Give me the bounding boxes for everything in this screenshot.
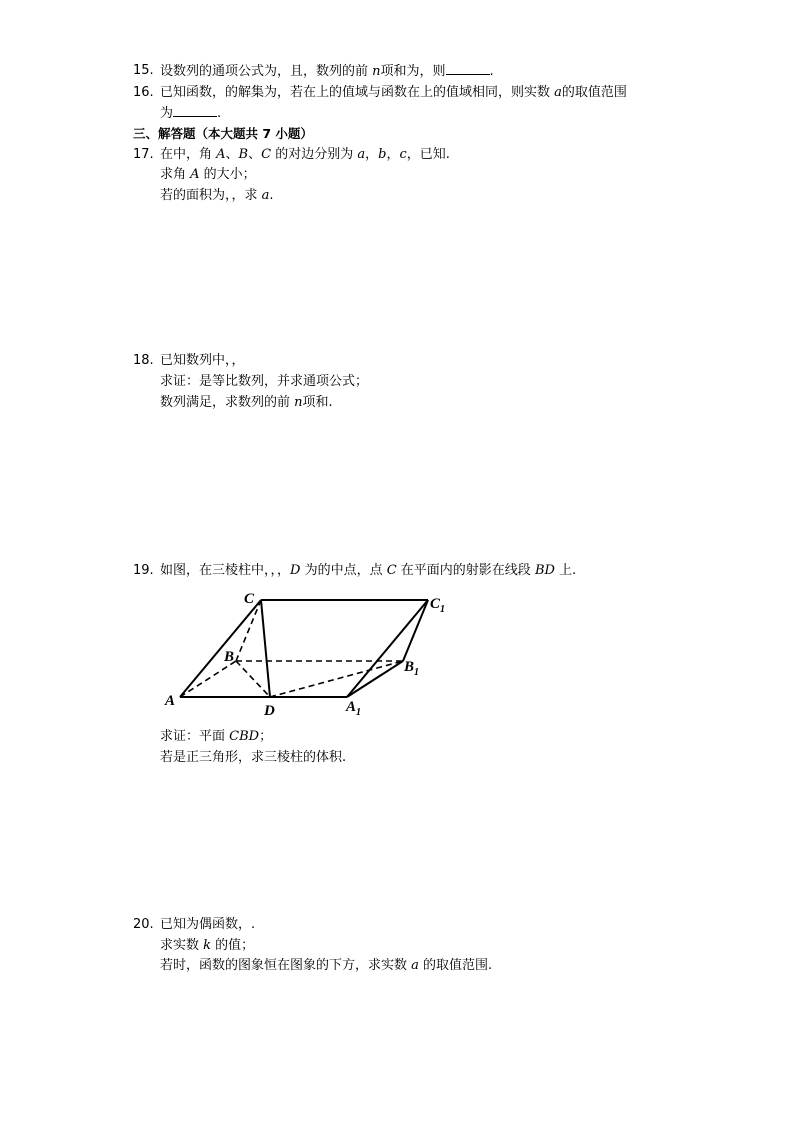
question-text: 在中，角 <box>160 147 217 162</box>
question-number: 18. <box>133 353 154 368</box>
edge-A1-C1 <box>347 600 428 697</box>
answer-blank <box>446 62 490 75</box>
question-text: 为的中点，点 <box>300 563 387 578</box>
question-text: ； <box>259 729 273 744</box>
variable-n: n <box>294 395 303 410</box>
question-text: 的取值范围 <box>561 85 627 100</box>
vertex-label-B1: $B_1$ <box>404 659 420 678</box>
variable-c: c <box>399 147 407 162</box>
vertex-label-D: D <box>264 703 275 719</box>
variable-b: b <box>378 147 387 162</box>
question-text: 若时，函数的图象恒在图象的下方，求实数 <box>160 958 412 973</box>
question-text: 在平面内的射影在线段 <box>396 563 535 578</box>
variable-a: a <box>261 188 270 203</box>
question-text: 的大小； <box>199 167 256 182</box>
question-text: 已知为偶函数，. <box>160 917 256 932</box>
variable-n: n <box>372 64 381 79</box>
section-heading: 三、解答题（本大题共 7 小题） <box>133 126 313 141</box>
plane-CBD: CBD <box>229 729 260 744</box>
edge-A1-B1 <box>347 661 403 697</box>
hidden-edge-B-D <box>236 661 270 697</box>
question-text: 求证：平面 <box>160 729 230 744</box>
question-text: 的取值范围. <box>418 958 493 973</box>
variable-a: a <box>554 85 562 100</box>
segment-BD: BD <box>534 563 555 578</box>
question-text: 上. <box>554 563 577 578</box>
question-text: 若的面积为，，求 <box>160 188 262 203</box>
separator: ， <box>386 147 400 162</box>
question-text: 设数列的通项公式为，且，数列的前 <box>160 64 373 79</box>
variable-a: a <box>411 958 419 973</box>
period: . <box>217 106 222 121</box>
variable-D: D <box>290 563 301 578</box>
separator: 、 <box>225 147 239 162</box>
variable-A: A <box>216 147 226 162</box>
question-number: 17. <box>133 147 154 162</box>
question-text: 项和. <box>302 395 333 410</box>
separator: 、 <box>248 147 262 162</box>
question-number: 16. <box>133 85 154 100</box>
hidden-edge-B-C <box>236 600 261 661</box>
question-text: 的对边分别为 <box>271 147 358 162</box>
question-text: 已知函数，的解集为，若在上的值域与函数在上的值域相同，则实数 <box>160 85 555 100</box>
vertex-label-C: C <box>244 591 255 607</box>
edge-B1-C1 <box>403 600 428 661</box>
question-text: 求证：是等比数列，并求通项公式； <box>160 374 369 389</box>
variable-a: a <box>357 147 366 162</box>
vertex-label-A: A <box>165 693 176 709</box>
question-text: 项和为，则 <box>380 64 446 79</box>
hidden-edge-A-B <box>180 661 236 697</box>
question-text: 数列满足，求数列的前 <box>160 395 295 410</box>
answer-blank <box>173 104 217 117</box>
separator: ， <box>365 147 379 162</box>
question-number: 15. <box>133 63 154 78</box>
question-text: ，已知. <box>406 147 450 162</box>
variable-B: B <box>238 147 249 162</box>
vertex-label-A1: $A_1$ <box>346 699 362 718</box>
question-text: 如图，在三棱柱中，，， <box>160 563 291 578</box>
period: . <box>269 188 274 203</box>
variable-A: A <box>190 167 200 182</box>
variable-C: C <box>261 147 272 162</box>
question-text: 为 <box>160 106 174 121</box>
variable-k: k <box>203 938 212 953</box>
edge-A-C <box>180 600 261 697</box>
question-text: 求实数 <box>160 938 204 953</box>
question-number: 20. <box>133 917 154 932</box>
question-text: 已知数列中，， <box>160 353 245 368</box>
question-text: 的值； <box>211 938 255 953</box>
edge-C-D <box>261 600 270 697</box>
question-text: 求角 <box>160 167 191 182</box>
vertex-label-C1: $C_1$ <box>430 596 446 615</box>
period: . <box>489 64 494 79</box>
question-number: 19. <box>133 563 154 578</box>
variable-C: C <box>386 563 397 578</box>
vertex-label-B: B <box>224 649 235 665</box>
hidden-edge-D-B1 <box>270 661 403 697</box>
question-text: 若是正三角形，求三棱柱的体积. <box>160 750 347 765</box>
